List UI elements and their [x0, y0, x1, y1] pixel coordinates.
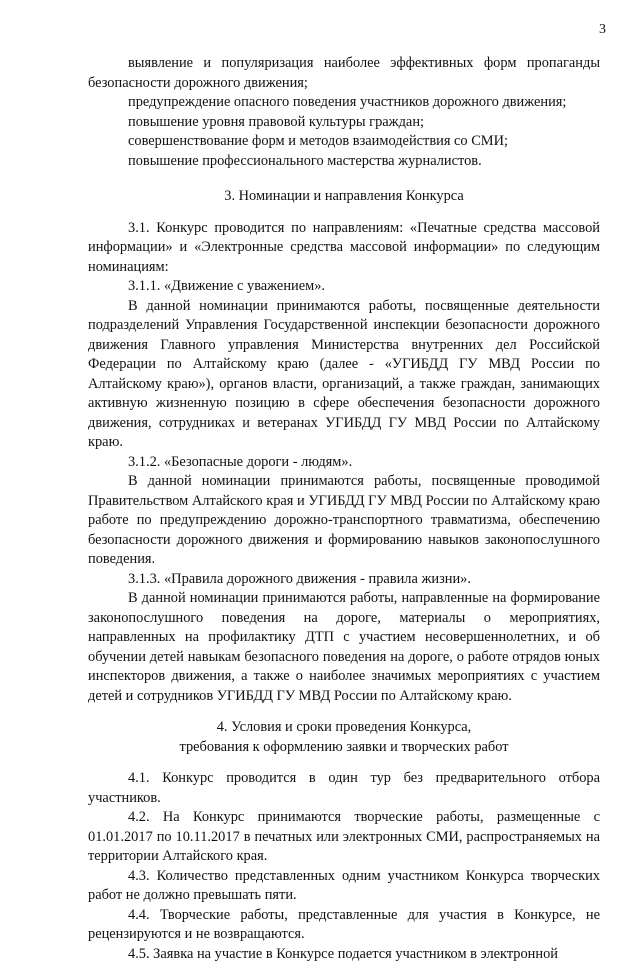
paragraph-3-1-3: 3.1.3. «Правила дорожного движения - правила жизни». — [88, 570, 600, 590]
paragraph-3-1-2-text: В данной номинации принимаются работы, посвященные проводимой Правительством Алтайского края и УГИБДД ГУ МВД России по Алтайскому краю работе по предупреждению дорожно-транспортного травматизма, обеспечению безопасности дорожного движения и формированию навыков законопослушного поведения. — [88, 472, 600, 570]
paragraph-4-2: 4.2. На Конкурс принимаются творческие работы, размещенные с 01.01.2017 по 10.11.2017 в печатных или электронных СМИ, распространяемых на территории Алтайского края. — [88, 808, 600, 867]
paragraph-4-5: 4.5. Заявка на участие в Конкурсе подается участником в электронной — [88, 945, 600, 964]
goal-item: совершенствование форм и методов взаимодействия со СМИ; — [88, 132, 600, 152]
goal-item: повышение профессионального мастерства журналистов. — [88, 152, 600, 172]
paragraph-4-4: 4.4. Творческие работы, представленные для участия в Конкурсе, не рецензируются и не возвращаются. — [88, 906, 600, 945]
section-4-heading-line2: требования к оформлению заявки и творческих работ — [88, 738, 600, 758]
goal-item: предупреждение опасного поведения участников дорожного движения; — [88, 93, 600, 113]
paragraph-3-1: 3.1. Конкурс проводится по направлениям: «Печатные средства массовой информации» и «Электронные средства массовой информации» по следующим номинациям: — [88, 219, 600, 278]
paragraph-3-1-1-text: В данной номинации принимаются работы, посвященные деятельности подразделений Управления Государственной инспекции безопасности дорожного движения Главного управления Министерства внутренних дел Российской Федерации по Алтайскому краю (далее - «УГИБДД ГУ МВД России по Алтайскому краю»), органов власти, организаций, а также граждан, занимающих активную жизненную позицию в сфере обеспечения безопасности дорожного движения, сотрудниках и ветеранах УГИБДД ГУ МВД России по Алтайскому краю. — [88, 297, 600, 453]
paragraph-3-1-2: 3.1.2. «Безопасные дороги - людям». — [88, 453, 600, 473]
paragraph-4-1: 4.1. Конкурс проводится в один тур без предварительного отбора участников. — [88, 769, 600, 808]
paragraph-3-1-3-text: В данной номинации принимаются работы, направленные на формирование законопослушного поведения на дороге, материалы о мероприятиях, направленных на профилактику ДТП с участием несовершеннолетних, и об обучении детей навыкам безопасного поведения на дороге, о работе отрядов юных инспекторов движения, а также о наиболее значимых мероприятиях с участием детей и сотрудников УГИБДД ГУ МВД России по Алтайскому краю. — [88, 589, 600, 706]
goal-item: повышение уровня правовой культуры граждан; — [88, 113, 600, 133]
page-content — [88, 54, 600, 964]
paragraph-3-1-1: 3.1.1. «Движение с уважением». — [88, 277, 600, 297]
goal-item: выявление и популяризация наиболее эффективных форм пропаганды безопасности дорожного движения; — [88, 54, 600, 93]
page-number: 3 — [576, 22, 606, 38]
paragraph-4-3: 4.3. Количество представленных одним участником Конкурса творческих работ не должно превышать пяти. — [88, 867, 600, 906]
section-3-heading: 3. Номинации и направления Конкурса — [88, 187, 600, 207]
section-4-heading-line1: 4. Условия и сроки проведения Конкурса, — [88, 718, 600, 738]
